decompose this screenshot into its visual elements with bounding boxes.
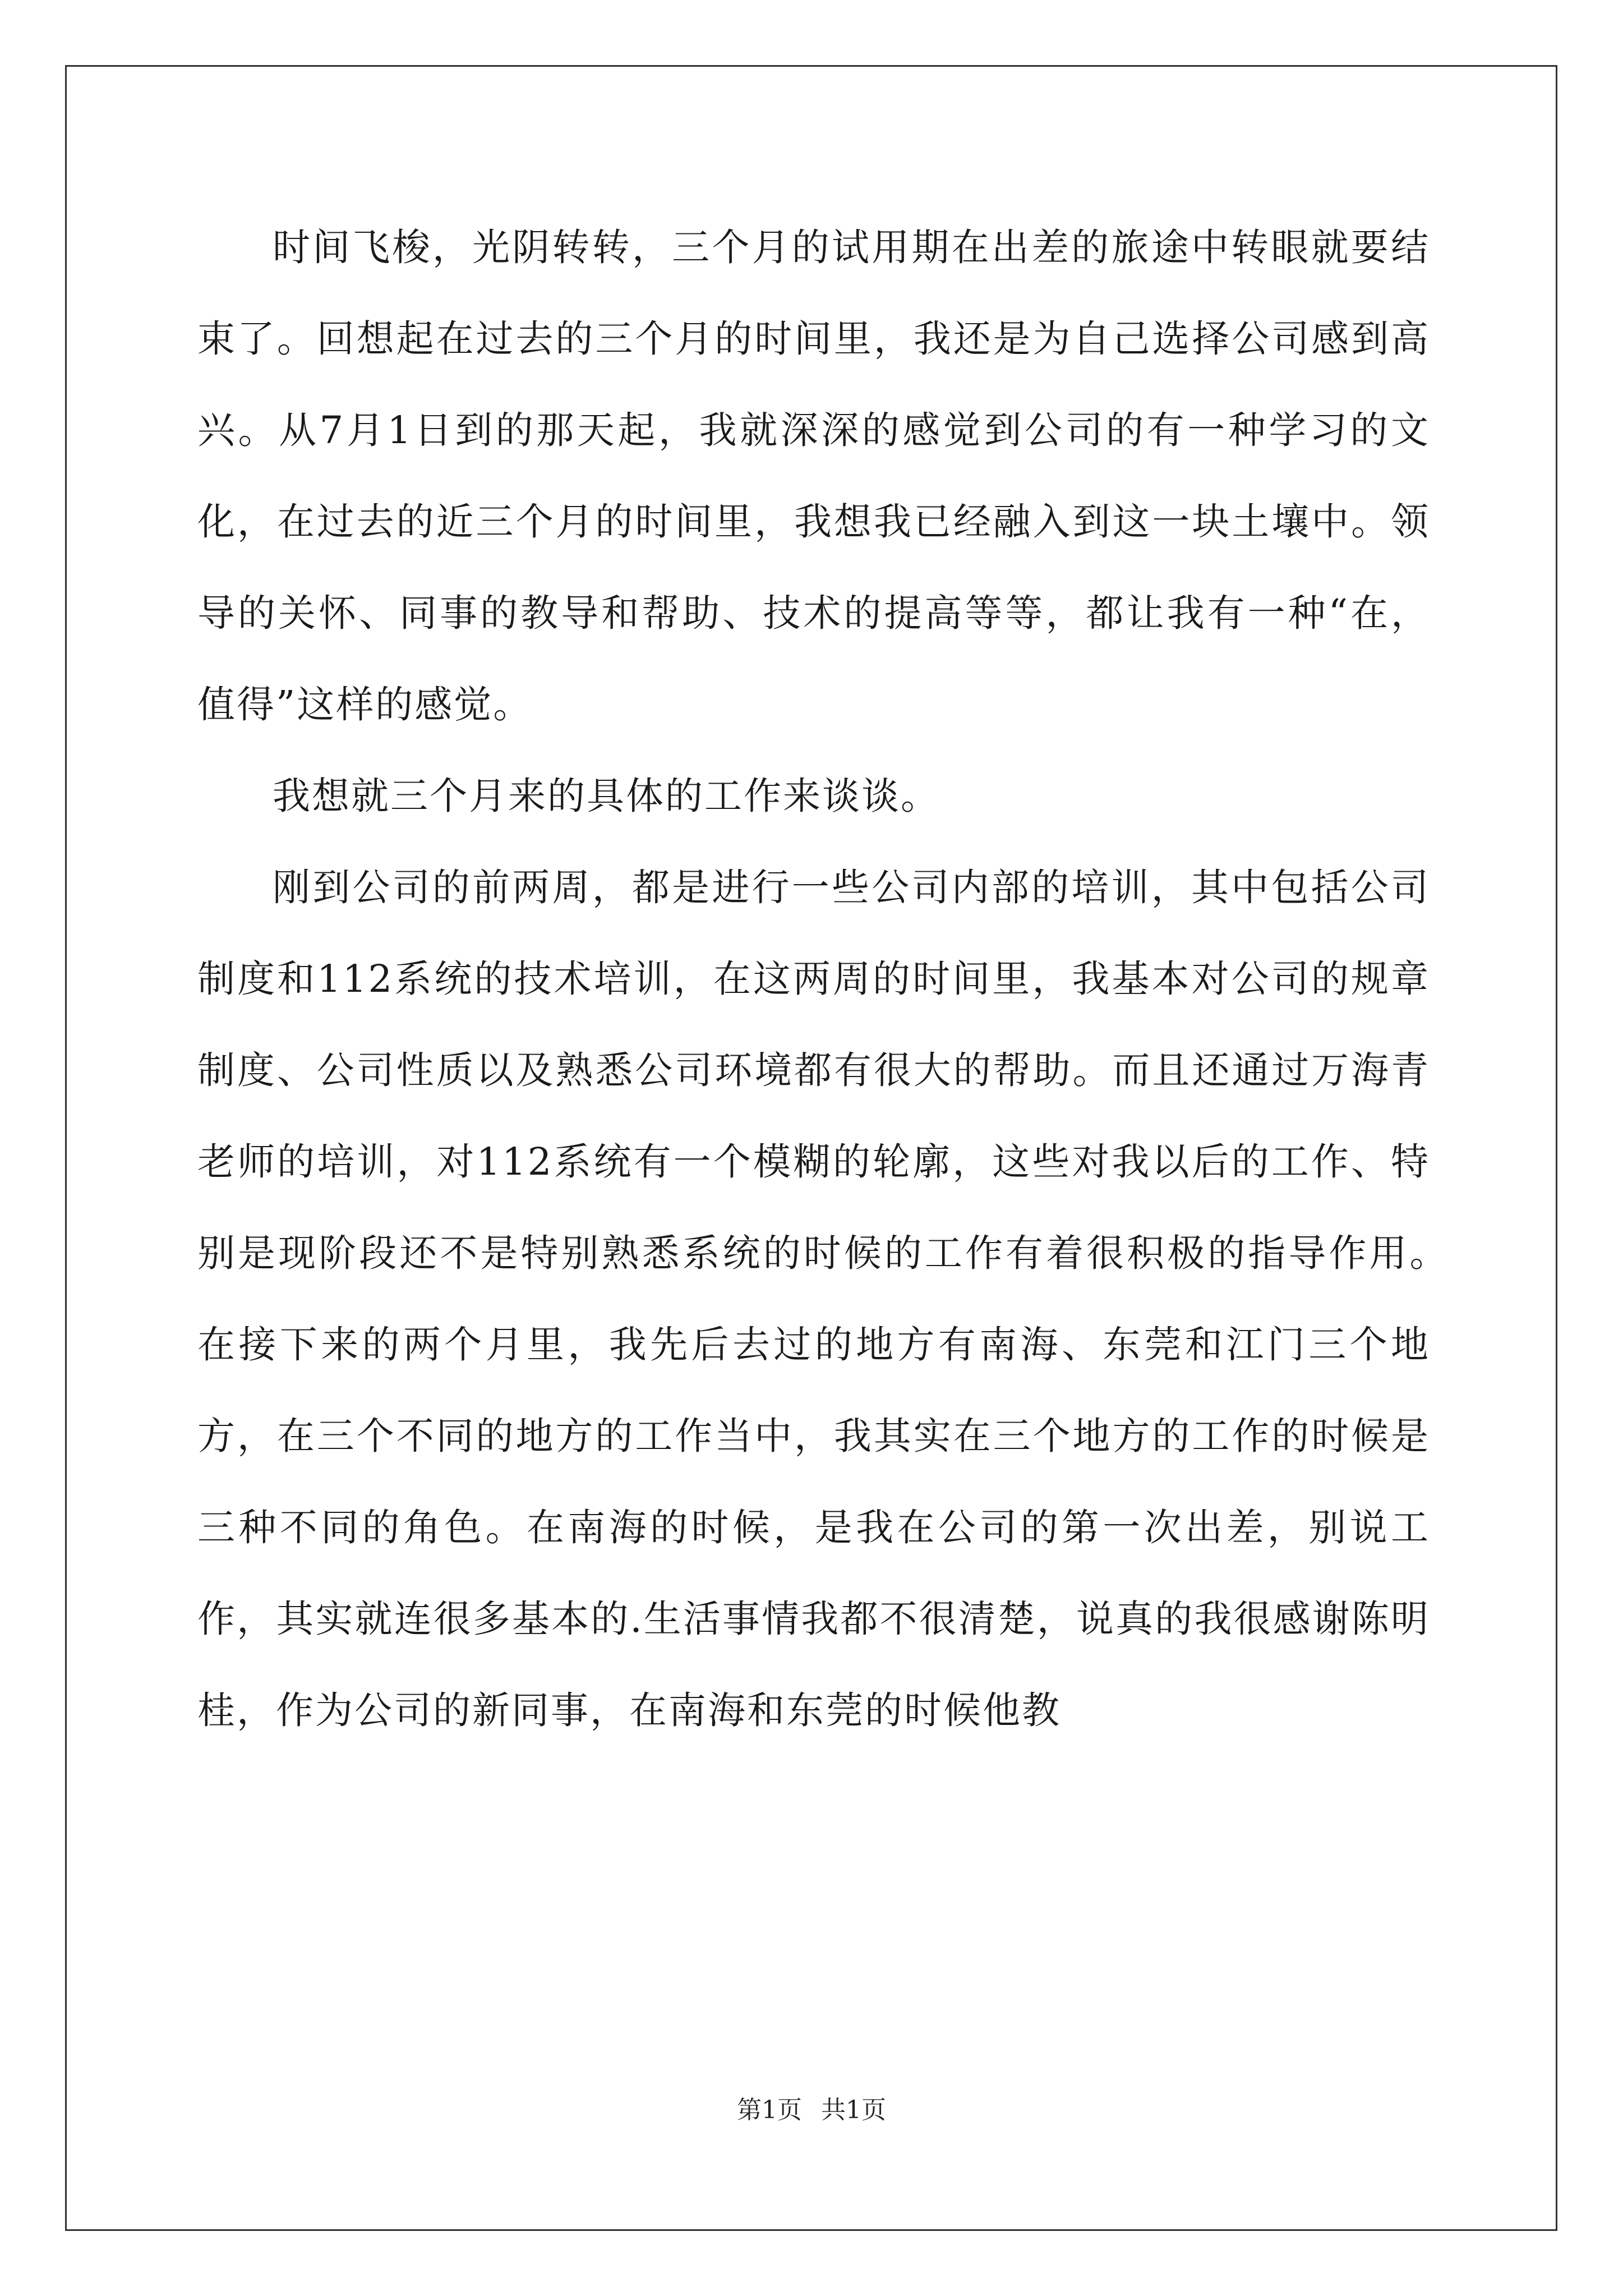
paragraph-3: 刚到公司的前两周，都是进行一些公司内部的培训，其中包括公司制度和112系统的技术培训，在这两周的时间里，我基本对公司的规章制度、公司性质以及熟悉公司环境都有很大的帮助。而且还通过万海青老师的培训，对112系统有一个模糊的轮廓，这些对我以后的工作、特别是现阶段还不是特别熟悉系统的时候的工作有着很积极的指导作用。 在接下来的两个月里，我先后去过的地方有南海、东莞和江门三个地方，在三个不同的地方的工作当中，我其实在三个地方的工作的时候是三种不同的角色。在南海的时候，是我在公司的第一次出差，别说工作，其实就连很多基本的.生活事情我都不很清楚，说真的我很感谢陈明桂，作为公司的新同事，在南海和东莞的时候他教 (197, 866, 1469, 1732)
page-footer (0, 2090, 1623, 2125)
document-body (197, 202, 1469, 1756)
page-number: 第1页 (737, 2096, 802, 2124)
page-total: 共1页 (821, 2096, 886, 2124)
paragraph-1: 时间飞梭，光阴转转，三个月的试用期在出差的旅途中转眼就要结束了。回想起在过去的三个月的时间里，我还是为自己选择公司感到高兴。从7月1日到的那天起，我就深深的感觉到公司的有一种学习的文化，在过去的近三个月的时间里，我想我已经融入到这一块土壤中。领导的关怀、同事的教导和帮助、技术的提高等等，都让我有一种“在，值得”这样的感觉。 (197, 226, 1430, 726)
paragraph-2: 我想就三个月来的具体的工作来谈谈。 (273, 774, 940, 818)
